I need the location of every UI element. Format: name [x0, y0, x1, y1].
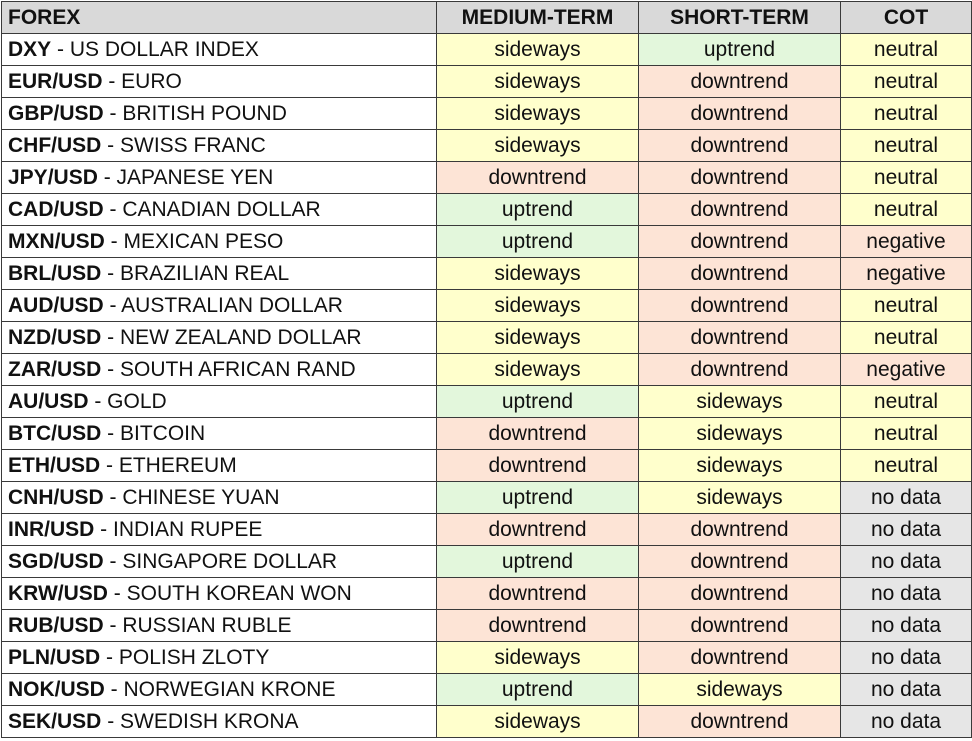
table-row [2, 610, 972, 642]
pair-code: ETH/USD [8, 453, 101, 477]
short-term-cell: uptrend [639, 34, 841, 66]
medium-term-cell: downtrend [437, 162, 639, 194]
pair-name: - BRITISH POUND [103, 101, 287, 125]
cot-cell: neutral [841, 290, 972, 322]
medium-term-cell: downtrend [437, 578, 639, 610]
table-row [2, 706, 972, 738]
pair-code: SEK/USD [8, 709, 102, 733]
cot-cell: negative [841, 258, 972, 290]
table-header-row [2, 2, 972, 34]
pair-cell [2, 258, 437, 290]
pair-cell [2, 226, 437, 258]
forex-trend-table [1, 1, 972, 738]
table-row [2, 322, 972, 354]
pair-name: - JAPANESE YEN [97, 165, 274, 189]
short-term-cell: sideways [639, 674, 841, 706]
pair-cell [2, 66, 437, 98]
pair-cell [2, 610, 437, 642]
short-term-cell: downtrend [639, 610, 841, 642]
pair-code: EUR/USD [8, 69, 103, 93]
short-term-cell: downtrend [639, 98, 841, 130]
table-body [2, 34, 972, 738]
table-row [2, 450, 972, 482]
pair-code: INR/USD [8, 517, 95, 541]
pair-code: CAD/USD [8, 197, 104, 221]
pair-cell [2, 674, 437, 706]
medium-term-cell: sideways [437, 66, 639, 98]
pair-name: - SWEDISH KRONA [101, 709, 299, 733]
pair-cell [2, 322, 437, 354]
short-term-cell: downtrend [639, 546, 841, 578]
medium-term-cell: sideways [437, 130, 639, 162]
cot-cell: no data [841, 674, 972, 706]
table-row [2, 514, 972, 546]
pair-name: - INDIAN RUPEE [94, 517, 263, 541]
short-term-cell: downtrend [639, 258, 841, 290]
short-term-cell: downtrend [639, 642, 841, 674]
pair-code: SGD/USD [8, 549, 104, 573]
cot-cell: neutral [841, 66, 972, 98]
medium-term-cell: downtrend [437, 418, 639, 450]
pair-cell [2, 386, 437, 418]
medium-term-cell: sideways [437, 258, 639, 290]
pair-code: AU/USD [8, 389, 89, 413]
cot-cell: negative [841, 354, 972, 386]
short-term-cell: downtrend [639, 162, 841, 194]
table-row [2, 642, 972, 674]
pair-name: - AUSTRALIAN DOLLAR [103, 293, 343, 317]
pair-code: MXN/USD [8, 229, 105, 253]
table-row [2, 66, 972, 98]
medium-term-cell: downtrend [437, 450, 639, 482]
pair-name: - SOUTH KOREAN WON [107, 581, 352, 605]
cot-cell: neutral [841, 322, 972, 354]
header-short-term: SHORT-TERM [639, 2, 841, 34]
table-row [2, 130, 972, 162]
table-row [2, 482, 972, 514]
medium-term-cell: sideways [437, 706, 639, 738]
cot-cell: no data [841, 482, 972, 514]
short-term-cell: sideways [639, 482, 841, 514]
pair-code: DXY [8, 37, 52, 61]
short-term-cell: downtrend [639, 290, 841, 322]
cot-cell: no data [841, 578, 972, 610]
pair-cell [2, 450, 437, 482]
pair-name: - NEW ZEALAND DOLLAR [101, 325, 362, 349]
pair-cell [2, 130, 437, 162]
pair-cell [2, 642, 437, 674]
pair-name: - ETHEREUM [100, 453, 237, 477]
medium-term-cell: uptrend [437, 194, 639, 226]
short-term-cell: sideways [639, 450, 841, 482]
short-term-cell: downtrend [639, 578, 841, 610]
short-term-cell: downtrend [639, 706, 841, 738]
pair-name: - CHINESE YUAN [103, 485, 280, 509]
pair-code: CNH/USD [8, 485, 104, 509]
pair-cell [2, 194, 437, 226]
pair-code: CHF/USD [8, 133, 102, 157]
medium-term-cell: sideways [437, 98, 639, 130]
header-forex: FOREX [2, 2, 437, 34]
medium-term-cell: uptrend [437, 482, 639, 514]
pair-name: - SWISS FRANC [101, 133, 266, 157]
table-row [2, 34, 972, 66]
pair-name: - SOUTH AFRICAN RAND [101, 357, 356, 381]
pair-code: RUB/USD [8, 613, 104, 637]
header-medium-term: MEDIUM-TERM [437, 2, 639, 34]
cot-cell: no data [841, 610, 972, 642]
pair-cell [2, 354, 437, 386]
table-row [2, 290, 972, 322]
pair-name: - RUSSIAN RUBLE [103, 613, 292, 637]
pair-name: - BRAZILIAN REAL [101, 261, 290, 285]
table-row [2, 162, 972, 194]
pair-name: - GOLD [88, 389, 167, 413]
pair-cell [2, 98, 437, 130]
pair-cell [2, 546, 437, 578]
medium-term-cell: uptrend [437, 674, 639, 706]
short-term-cell: downtrend [639, 226, 841, 258]
pair-code: BTC/USD [8, 421, 102, 445]
short-term-cell: sideways [639, 386, 841, 418]
pair-cell [2, 34, 437, 66]
pair-code: NZD/USD [8, 325, 102, 349]
pair-name: - EURO [102, 69, 182, 93]
short-term-cell: downtrend [639, 194, 841, 226]
table-row [2, 386, 972, 418]
pair-cell [2, 162, 437, 194]
table-row [2, 226, 972, 258]
pair-code: GBP/USD [8, 101, 104, 125]
table-row [2, 98, 972, 130]
pair-cell [2, 290, 437, 322]
short-term-cell: downtrend [639, 66, 841, 98]
cot-cell: no data [841, 514, 972, 546]
pair-code: KRW/USD [8, 581, 108, 605]
cot-cell: neutral [841, 34, 972, 66]
pair-code: JPY/USD [8, 165, 98, 189]
short-term-cell: sideways [639, 418, 841, 450]
table-row [2, 194, 972, 226]
medium-term-cell: sideways [437, 322, 639, 354]
table-row [2, 578, 972, 610]
cot-cell: neutral [841, 386, 972, 418]
short-term-cell: downtrend [639, 130, 841, 162]
cot-cell: no data [841, 642, 972, 674]
pair-name: - NORWEGIAN KRONE [104, 677, 336, 701]
pair-cell [2, 418, 437, 450]
cot-cell: negative [841, 226, 972, 258]
pair-name: - MEXICAN PESO [104, 229, 284, 253]
pair-name: - BITCOIN [101, 421, 206, 445]
table-row [2, 354, 972, 386]
pair-name: - CANADIAN DOLLAR [103, 197, 321, 221]
cot-cell: neutral [841, 162, 972, 194]
medium-term-cell: uptrend [437, 546, 639, 578]
cot-cell: neutral [841, 450, 972, 482]
table-row [2, 546, 972, 578]
table-row [2, 674, 972, 706]
medium-term-cell: sideways [437, 34, 639, 66]
pair-name: - US DOLLAR INDEX [51, 37, 259, 61]
medium-term-cell: uptrend [437, 226, 639, 258]
pair-name: - SINGAPORE DOLLAR [103, 549, 338, 573]
cot-cell: neutral [841, 194, 972, 226]
header-cot: COT [841, 2, 972, 34]
pair-cell [2, 514, 437, 546]
table-row [2, 418, 972, 450]
table-row [2, 258, 972, 290]
medium-term-cell: uptrend [437, 386, 639, 418]
medium-term-cell: downtrend [437, 610, 639, 642]
pair-code: PLN/USD [8, 645, 101, 669]
pair-cell [2, 578, 437, 610]
pair-code: AUD/USD [8, 293, 104, 317]
medium-term-cell: downtrend [437, 514, 639, 546]
short-term-cell: downtrend [639, 514, 841, 546]
pair-name: - POLISH ZLOTY [100, 645, 270, 669]
cot-cell: no data [841, 546, 972, 578]
pair-cell [2, 706, 437, 738]
medium-term-cell: sideways [437, 354, 639, 386]
cot-cell: neutral [841, 418, 972, 450]
cot-cell: neutral [841, 98, 972, 130]
medium-term-cell: sideways [437, 642, 639, 674]
cot-cell: no data [841, 706, 972, 738]
medium-term-cell: sideways [437, 290, 639, 322]
short-term-cell: downtrend [639, 322, 841, 354]
pair-code: BRL/USD [8, 261, 102, 285]
pair-code: NOK/USD [8, 677, 105, 701]
pair-cell [2, 482, 437, 514]
short-term-cell: downtrend [639, 354, 841, 386]
cot-cell: neutral [841, 130, 972, 162]
pair-code: ZAR/USD [8, 357, 102, 381]
